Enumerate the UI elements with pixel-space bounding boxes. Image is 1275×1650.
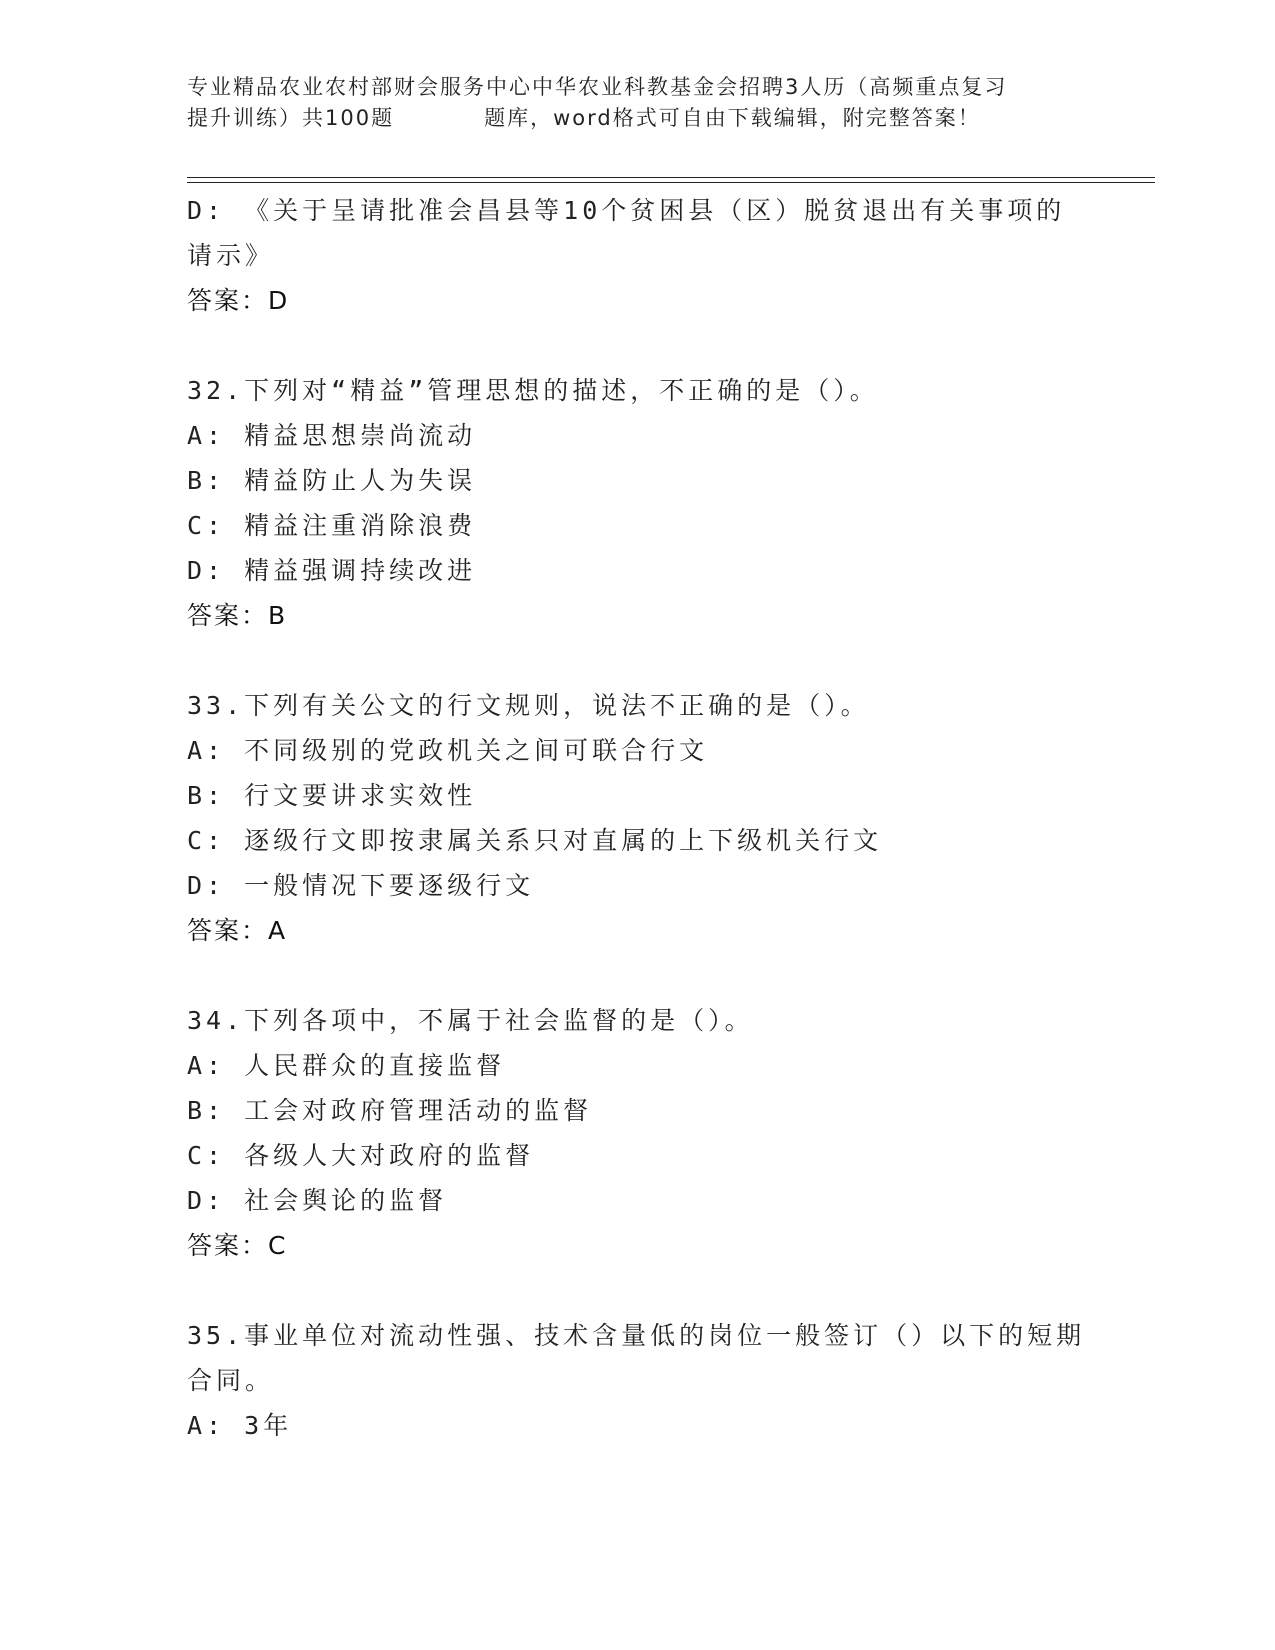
option-c: C: 逐级行文即按隶属关系只对直属的上下级机关行文 xyxy=(187,826,883,855)
option-b: B: 工会对政府管理活动的监督 xyxy=(187,1096,593,1125)
option-a: A: 3年 xyxy=(187,1411,293,1440)
question-text: 33.下列有关公文的行文规则，说法不正确的是（）。 xyxy=(187,691,870,720)
option-c: C: 精益注重消除浪费 xyxy=(187,511,477,540)
option-d: D: 精益强调持续改进 xyxy=(187,556,477,585)
answer-label: 答案：A xyxy=(187,916,288,945)
option-d-line-2: 请示》 xyxy=(187,241,275,270)
question-text: 32.下列对“精益”管理思想的描述，不正确的是（）。 xyxy=(187,376,879,405)
answer-label: 答案：C xyxy=(187,1231,288,1260)
header-title-line-1: 专业精品农业农村部财会服务中心中华农业科教基金会招聘3人历（高频重点复习 xyxy=(187,75,1008,99)
document-header xyxy=(187,72,1107,134)
header-divider-top xyxy=(187,177,1155,178)
option-d: D: 社会舆论的监督 xyxy=(187,1186,448,1215)
question-text: 34.下列各项中，不属于社会监督的是（）。 xyxy=(187,1006,754,1035)
question-32 xyxy=(187,368,1127,638)
answer-label: 答案：B xyxy=(187,601,288,630)
question-text-line-1: 35.事业单位对流动性强、技术含量低的岗位一般签订（）以下的短期 xyxy=(187,1321,1086,1350)
option-b: B: 行文要讲求实效性 xyxy=(187,781,477,810)
option-a: A: 不同级别的党政机关之间可联合行文 xyxy=(187,736,709,765)
question-35 xyxy=(187,1313,1127,1448)
option-a: A: 人民群众的直接监督 xyxy=(187,1051,506,1080)
question-34 xyxy=(187,998,1127,1268)
question-33 xyxy=(187,683,1127,953)
option-d-line-1: D: 《关于呈请批准会昌县等10个贫困县（区）脱贫退出有关事项的 xyxy=(187,196,1066,225)
option-c: C: 各级人大对政府的监督 xyxy=(187,1141,535,1170)
header-title-part-b: 题库，word格式可自由下载编辑，附完整答案！ xyxy=(484,106,981,130)
option-b: B: 精益防止人为失误 xyxy=(187,466,477,495)
question-list xyxy=(187,188,1127,1448)
answer-label: 答案：D xyxy=(187,286,290,315)
previous-question-tail xyxy=(187,188,1127,323)
header-title-part-a: 提升训练）共100题 xyxy=(187,106,395,130)
option-a: A: 精益思想崇尚流动 xyxy=(187,421,477,450)
option-d: D: 一般情况下要逐级行文 xyxy=(187,871,535,900)
question-text-line-2: 合同。 xyxy=(187,1366,275,1395)
header-title-line-2 xyxy=(187,103,1107,134)
header-divider-bottom xyxy=(187,182,1155,183)
